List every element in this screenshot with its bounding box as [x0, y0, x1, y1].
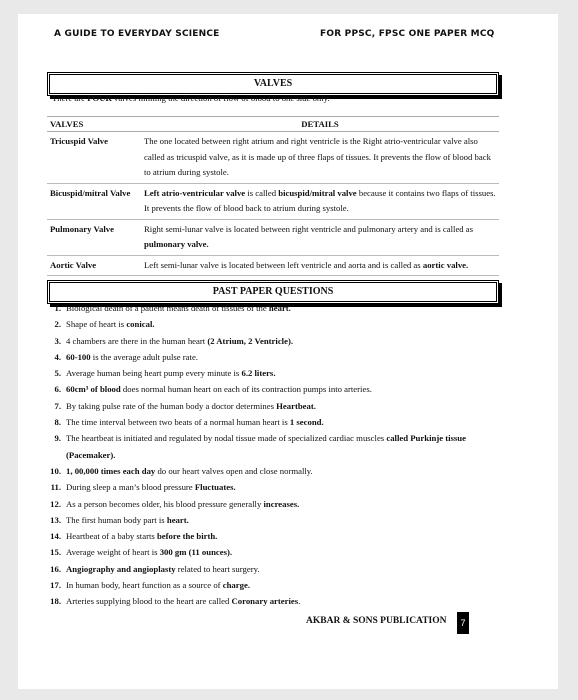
question-number: 4. [54, 351, 61, 362]
section-title-valves: VALVES [47, 72, 499, 96]
valve-detail [141, 132, 499, 184]
question-item [45, 333, 505, 349]
bold-text: Heartbeat. [276, 400, 316, 411]
text-run: does normal human heart on each of its contraction pumps into arteries. [120, 384, 372, 395]
question-text [66, 528, 505, 544]
text-run: related to heart surgery. [175, 563, 260, 574]
text-run: As a person becomes older, his blood pressure generally [66, 498, 264, 509]
question-item [45, 512, 505, 528]
column-header-valves: VALVES [47, 117, 141, 132]
question-number: 18. [50, 596, 61, 607]
question-text [66, 316, 505, 332]
intro-paragraph [52, 93, 330, 103]
question-number: 6. [54, 384, 61, 395]
question-text [66, 561, 505, 577]
question-text [66, 381, 505, 397]
bold-text: called Purkinje tissue (Pacemaker). [66, 433, 466, 460]
table-row [47, 183, 499, 219]
text-run: The heartbeat is initiated and regulated by nodal tissue made of specialized cardiac muscles [66, 433, 387, 444]
question-item [45, 496, 505, 512]
bold-text: charge. [222, 580, 250, 591]
bold-text: Left atrio-ventricular valve [144, 187, 246, 198]
question-number: 13. [50, 514, 61, 525]
text-run: During sleep a man’s blood pressure [66, 482, 195, 493]
text-run: . [298, 596, 301, 607]
question-number: 9. [54, 433, 61, 444]
bold-text: Fluctuates. [194, 482, 236, 493]
question-item [45, 316, 505, 332]
question-text [66, 479, 505, 495]
question-text [66, 349, 505, 365]
text-run: Arteries supplying blood to the heart are called [66, 596, 232, 607]
question-text [66, 333, 505, 349]
bold-text: 1 second. [289, 417, 324, 428]
table-header-row [47, 117, 499, 132]
question-number: 11. [50, 482, 61, 493]
question-number: 1. [54, 303, 61, 313]
question-text [66, 512, 505, 528]
question-number: 12. [50, 498, 61, 509]
text-run: Average human being heart pump every minute is [66, 368, 242, 379]
question-item [45, 300, 505, 316]
bold-text: heart. [166, 514, 189, 525]
text-run: Heartbeat of a baby starts [66, 531, 157, 542]
running-header-right: FOR PPSC, FPSC ONE PAPER MCQ [320, 29, 495, 39]
text-run: Average weight of heart is [66, 547, 160, 558]
text-run: do our heart valves open and close normally. [155, 465, 313, 476]
question-item [45, 593, 505, 609]
question-text [66, 463, 505, 479]
question-number: 14. [50, 531, 61, 542]
valve-name: Tricuspid Valve [47, 132, 141, 184]
text-run: because it contains two flaps of tissues. It prevents the flow of blood back to atrium during systole. [144, 187, 496, 213]
table-row [47, 219, 499, 255]
bold-text: conical. [126, 319, 155, 330]
question-item [45, 365, 505, 381]
publisher-footer: AKBAR & SONS PUBLICATION [306, 616, 447, 626]
text-run: The one located between right atrium and right ventricle is the Right atrio-ventricular valve also called as tricuspid valve, as it is made up of three flaps of tissues. It prevents the flow of blood back to atrium during systole. [144, 136, 491, 177]
text-run: In human body, heart function as a source of [66, 580, 223, 591]
question-number: 7. [54, 400, 61, 411]
question-text [66, 414, 505, 430]
bold-text: 60-100 [66, 351, 91, 362]
question-text [66, 544, 505, 560]
question-item [45, 479, 505, 495]
text-run: is called [245, 187, 279, 198]
bold-text: pulmonary valve. [144, 239, 209, 249]
valve-name: Pulmonary Valve [47, 219, 141, 255]
text-run: By taking pulse rate of the human body a doctor determines [66, 400, 277, 411]
question-item [45, 544, 505, 560]
valves-table-body [47, 132, 499, 276]
question-item [45, 463, 505, 479]
running-header-left: A GUIDE TO EVERYDAY SCIENCE [54, 29, 220, 39]
intro-text-end: valves limiting the direction of flow of blood to one side only. [111, 93, 330, 103]
table-row [47, 132, 499, 184]
question-number: 17. [50, 580, 61, 591]
intro-bold: FOUR [87, 93, 112, 103]
question-item [45, 414, 505, 430]
question-number: 3. [54, 335, 61, 346]
question-text [66, 365, 505, 381]
question-text [66, 398, 505, 414]
question-item [45, 398, 505, 414]
bold-text: 300 gm (11 ounces). [159, 547, 233, 558]
question-number: 8. [54, 417, 61, 428]
text-run: Right semi-lunar valve is located between right ventricle and pulmonary artery and is called as [144, 223, 474, 234]
text-run: The first human body part is [66, 514, 167, 525]
valves-table [47, 116, 499, 276]
valve-detail [141, 219, 499, 255]
text-run: Biological death of a patient means death of tissues of the [66, 303, 269, 313]
question-text [66, 496, 505, 512]
column-header-details: DETAILS [141, 117, 499, 132]
question-number: 5. [54, 368, 61, 379]
bold-text: 6.2 liters. [241, 368, 276, 379]
bold-text: Coronary arteries [231, 596, 299, 607]
bold-text: bicuspid/mitral valve [278, 187, 357, 198]
question-item [45, 381, 505, 397]
page-number: 7 [457, 612, 469, 634]
question-item [45, 430, 505, 463]
bold-text: 60cm³ of blood [66, 384, 121, 395]
section-title-past-paper: PAST PAPER QUESTIONS [47, 280, 499, 304]
question-item [45, 561, 505, 577]
valve-detail [141, 255, 499, 276]
question-item [45, 349, 505, 365]
bold-text: increases. [263, 498, 300, 509]
question-number: 16. [50, 563, 61, 574]
question-list [45, 300, 505, 610]
bold-text: heart. [268, 303, 291, 313]
bold-text: Angiography and angioplasty [66, 563, 176, 574]
question-item [45, 528, 505, 544]
bold-text: aortic valve. [422, 259, 469, 270]
bold-text: (2 Atrium, 2 Ventricle). [207, 335, 294, 346]
text-run: is the average adult pulse rate. [90, 351, 198, 362]
question-number: 2. [54, 319, 61, 330]
bold-text: 1, 00,000 times each day [66, 465, 156, 476]
table-row [47, 255, 499, 276]
question-item [45, 577, 505, 593]
text-run: 4 chambers are there in the human heart [66, 335, 208, 346]
text-run: Left semi-lunar valve is located between left ventricle and aorta and is called as [144, 259, 423, 270]
question-text [66, 593, 505, 609]
valve-detail [141, 183, 499, 219]
bold-text: before the birth. [156, 531, 218, 542]
text-run: Shape of heart is [66, 319, 127, 330]
question-text [66, 430, 505, 463]
question-number: 15. [50, 547, 61, 558]
question-number: 10. [50, 465, 61, 476]
question-text [66, 577, 505, 593]
text-run: The time interval between two beats of a normal human heart is [66, 417, 290, 428]
intro-text: There are [52, 93, 88, 103]
valve-name: Aortic Valve [47, 255, 141, 276]
valve-name: Bicuspid/mitral Valve [47, 183, 141, 219]
question-text [66, 300, 505, 316]
